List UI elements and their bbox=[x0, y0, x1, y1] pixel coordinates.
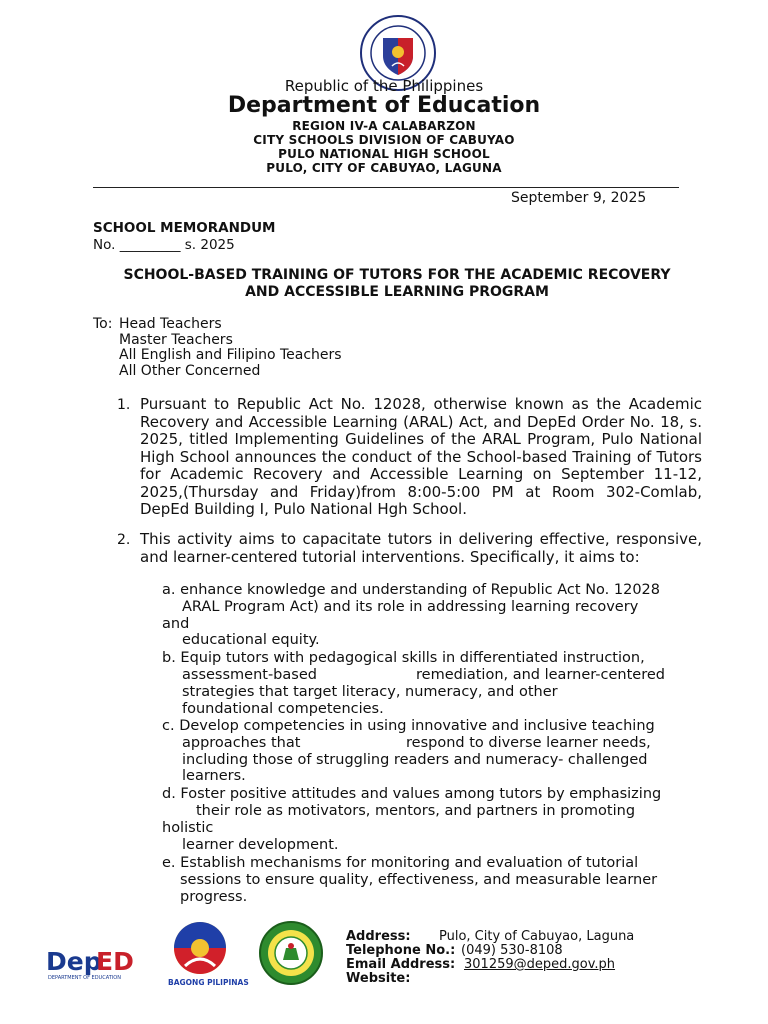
objective-b-line4: foundational competencies. bbox=[182, 701, 384, 717]
region-heading: REGION IV-A CALABARZON bbox=[292, 119, 476, 133]
objective-b-line2b: remediation, and learner-centered bbox=[416, 667, 665, 683]
objective-c-line4: learners. bbox=[182, 768, 246, 784]
objective-e-line1: e. Establish mechanisms for monitoring and evaluation of tutorial bbox=[162, 855, 639, 871]
website-label: Website: bbox=[346, 971, 411, 986]
objective-b-line1: b. Equip tutors with pedagogical skills in differentiated instruction, bbox=[162, 650, 645, 666]
phone-label: Telephone No.: bbox=[346, 943, 456, 958]
paragraph-1: Pursuant to Republic Act No. 12028, otherwise known as the Academic Recovery and Accessible Learning (ARAL) Act, and DepEd Order No. 18, s. 2025, titled Implementing Guidelines of the ARAL Program, Pulo National High School announces the conduct of the School-based Training of Tutors for Academic Recovery and Accessible Learning on September 11-12, 2025,(Thursday and Friday)from 8:00-5:00 PM at Room 302-Comlab, DepEd Building I, Pulo National Hgh School. bbox=[140, 395, 702, 518]
deped-logo bbox=[44, 940, 138, 982]
svg-text:BAGONG PILIPINAS: BAGONG PILIPINAS bbox=[168, 978, 249, 987]
objective-c-line2b: respond to diverse learner needs, bbox=[406, 735, 651, 751]
objective-c-line3: including those of struggling readers and numeracy- challenged bbox=[182, 752, 648, 768]
objective-d-line4: learner development. bbox=[182, 837, 339, 853]
memo-title-line2: AND ACCESSIBLE LEARNING PROGRAM bbox=[245, 284, 549, 300]
objective-a-line3: and bbox=[162, 616, 190, 632]
bagong-pilipinas-logo bbox=[160, 920, 249, 988]
objective-e-line2: sessions to ensure quality, effectiveness, and measurable learner bbox=[180, 872, 658, 888]
objective-d-line1: d. Foster positive attitudes and values among tutors by emphasizing bbox=[162, 786, 662, 802]
school-address-heading: PULO, CITY OF CABUYAO, LAGUNA bbox=[266, 161, 502, 175]
email-label: Email Address: bbox=[346, 957, 456, 972]
recipient-2: Master Teachers bbox=[119, 332, 233, 348]
svg-text:ED: ED bbox=[96, 947, 134, 976]
memo-type: SCHOOL MEMORANDUM bbox=[93, 220, 276, 236]
objective-a-line1: a. enhance knowledge and understanding of Republic Act No. 12028 bbox=[162, 582, 660, 598]
memo-title bbox=[80, 267, 714, 301]
objective-e-line3: progress. bbox=[180, 889, 248, 905]
objective-c-line1: c. Develop competencies in using innovative and inclusive teaching bbox=[162, 718, 655, 734]
paragraph-2: This activity aims to capacitate tutors in delivering effective, responsive, and learner-centered tutorial interventions. Specifically, it aims to: bbox=[140, 530, 702, 566]
recipient-1: Head Teachers bbox=[119, 316, 222, 332]
paragraph-1-number: 1. bbox=[117, 397, 131, 413]
paragraph-2-number: 2. bbox=[117, 532, 131, 548]
memo-date: September 9, 2025 bbox=[511, 190, 647, 206]
recipients-label: To: bbox=[93, 316, 113, 332]
republic-heading: Republic of the Philippines bbox=[284, 77, 484, 95]
recipient-4: All Other Concerned bbox=[119, 363, 261, 379]
svg-text:Dep: Dep bbox=[46, 947, 102, 976]
objective-a-line2: ARAL Program Act) and its role in addressing learning recovery bbox=[182, 599, 639, 615]
address-label: Address: bbox=[346, 929, 411, 944]
memo-title-line1: SCHOOL-BASED TRAINING OF TUTORS FOR THE ACADEMIC RECOVERY bbox=[123, 267, 671, 283]
phone-value: (049) 530-8108 bbox=[461, 943, 563, 958]
email-link[interactable]: 301259@deped.gov.ph bbox=[464, 957, 616, 972]
address-value: Pulo, City of Cabuyao, Laguna bbox=[439, 929, 635, 944]
objective-d-line2: their role as motivators, mentors, and partners in promoting bbox=[196, 803, 636, 819]
department-heading: Department of Education bbox=[227, 93, 541, 118]
division-heading: CITY SCHOOLS DIVISION OF CABUYAO bbox=[253, 133, 515, 147]
school-heading: PULO NATIONAL HIGH SCHOOL bbox=[278, 147, 490, 161]
objective-b-line3: strategies that target literacy, numeracy, and other bbox=[182, 684, 558, 700]
svg-text:DEPARTMENT OF EDUCATION: DEPARTMENT OF EDUCATION bbox=[48, 975, 121, 981]
header-divider bbox=[93, 187, 679, 188]
recipient-3: All English and Filipino Teachers bbox=[119, 347, 342, 363]
objective-c-line2a: approaches that bbox=[182, 735, 301, 751]
memo-number: No. _________ s. 2025 bbox=[93, 237, 235, 253]
school-logo bbox=[258, 920, 324, 986]
objective-a-line4: educational equity. bbox=[182, 632, 320, 648]
objective-d-line3: holistic bbox=[162, 820, 214, 836]
objective-b-line2a: assessment-based bbox=[182, 667, 317, 683]
